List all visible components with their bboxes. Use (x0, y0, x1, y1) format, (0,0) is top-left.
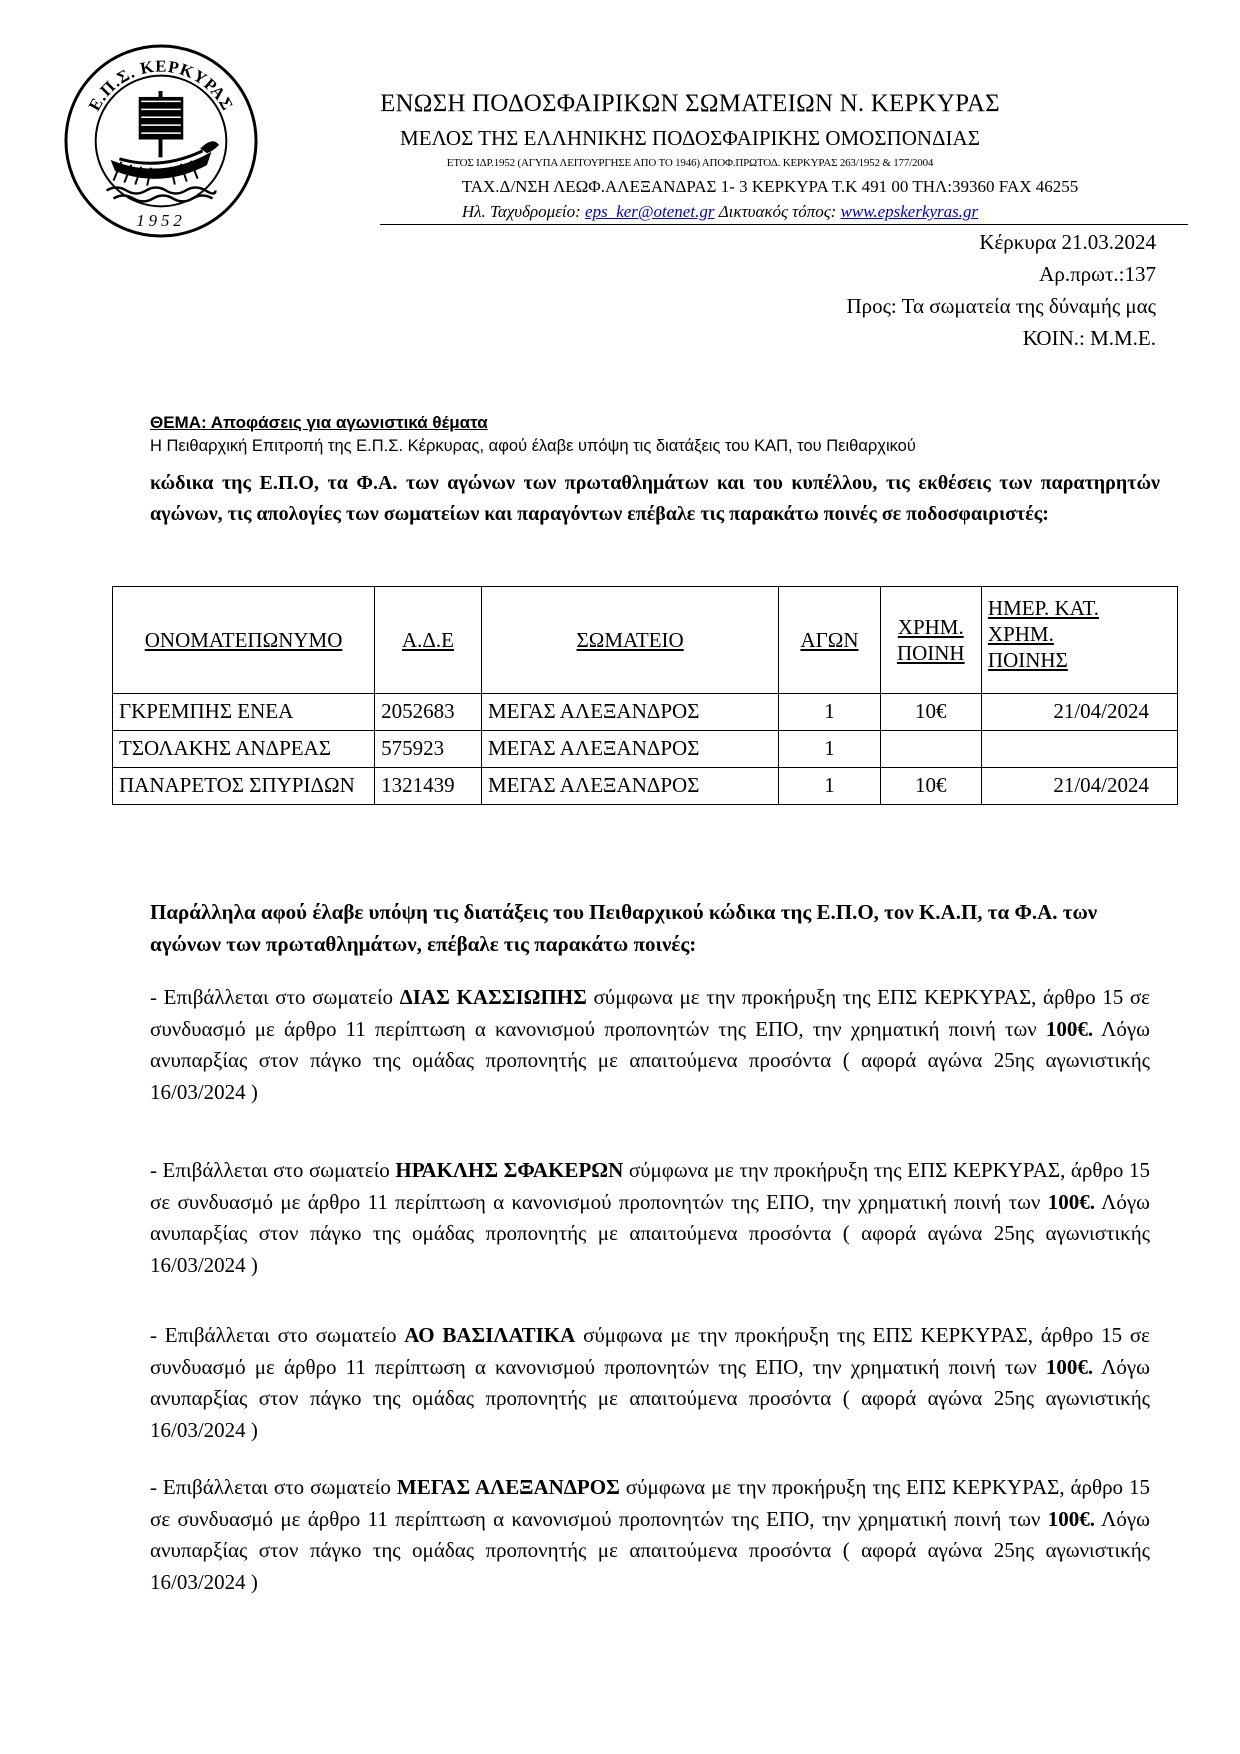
document-date: Κέρκυρα 21.03.2024 (979, 230, 1156, 254)
club-penalty-paragraph (150, 1472, 1150, 1598)
website-link[interactable]: www.epskerkyras.gr (840, 202, 979, 221)
cell-club: ΜΕΓΑΣ ΑΛΕΞΑΝΔΡΟΣ (481, 768, 778, 805)
table-header-row (113, 587, 1178, 694)
player-penalties-table (112, 586, 1178, 805)
federation-seal-logo (62, 42, 260, 240)
postal-address: ΤΑΧ.Δ/ΝΣΗ ΛΕΩΦ.ΑΛΕΞΑΝΔΡΑΣ 1- 3 ΚΕΡΚΥΡΑ Τ.Κ 491 00 ΤΗΛ:39360 FAX 46255 (461, 177, 1079, 196)
penalty-text: σύμφωνα με την προκήρυξη της ΕΠΣ ΚΕΡΚΥΡΑΣ, άρθρο 15 σε συνδυασμό με άρθρο 11 περίπτωση α κανονισμού προπονητών της ΕΠΟ, την χρηματική ποινή των (150, 1475, 1150, 1531)
header-divider (380, 224, 1188, 225)
email-label: Ηλ. Ταχυδρομείο: (461, 202, 581, 221)
club-penalties-intro: Παράλληλα αφού έλαβε υπόψη τις διατάξεις του Πειθαρχικού κώδικα της Ε.Π.Ο, τον Κ.Α.Π, τα Φ.Α. των αγώνων των πρωταθλημάτων, επέβαλε τις παρακάτω ποινές: (150, 900, 1098, 956)
fine-header-line2: ΠΟΙΝΗ (896, 641, 965, 665)
web-label: Δικτυακός τόπος: (718, 202, 837, 221)
penalty-club-name: ΔΙΑΣ ΚΑΣΣΙΩΠΗΣ (399, 985, 587, 1009)
penalty-prefix: - Επιβάλλεται στο σωματείο (150, 1475, 397, 1499)
penalty-amount: 100€. (1047, 1506, 1095, 1531)
penalty-prefix: - Επιβάλλεται στο σωματείο (150, 1158, 396, 1182)
due-header-line3: ΠΟΙΝΗΣ (987, 648, 1068, 672)
cell-fine: 10€ (880, 768, 981, 805)
cell-games: 1 (779, 731, 880, 768)
due-header-line2: ΧΡΗΜ. (987, 622, 1054, 646)
penalty-amount: 100€. (1045, 1016, 1094, 1041)
cell-due-date (981, 731, 1177, 768)
subject-heading: ΘΕΜΑ: Αποφάσεις για αγωνιστικά θέματα (150, 413, 488, 432)
club-penalty-paragraph (150, 982, 1150, 1108)
seal-arc-text: Ε.Π.Σ. ΚΕΡΚΥΡΑΣ (84, 56, 238, 115)
cell-name: ΤΣΟΛΑΚΗΣ ΑΝΔΡΕΑΣ (113, 731, 375, 768)
penalty-reason: Λόγω ανυπαρξίας στον πάγκο της ομάδας προπονητής με απαιτούμενα προσόντα ( αφορά αγώνα 25ης αγωνιστικής 16/03/2024 ) (150, 1506, 1150, 1594)
column-header-games: ΑΓΩΝ (779, 587, 880, 694)
penalty-reason: Λόγω ανυπαρξίας στον πάγκο της ομάδας προπονητής με απαιτούμενα προσόντα ( αφορά αγώνα 25ης αγωνιστικής 16/03/2024 ) (150, 1016, 1150, 1104)
table-row (113, 694, 1178, 731)
column-header-due-date (981, 587, 1177, 694)
column-header-fine (880, 587, 981, 694)
penalty-reason: Λόγω ανυπαρξίας στον πάγκο της ομάδας προπονητής με απαιτούμενα προσόντα ( αφορά αγώνα 25ης αγωνιστικής 16/03/2024 ) (150, 1189, 1150, 1277)
cell-club: ΜΕΓΑΣ ΑΛΕΞΑΝΔΡΟΣ (481, 694, 778, 731)
organization-subtitle: ΜΕΛΟΣ ΤΗΣ ΕΛΛΗΝΙΚΗΣ ΠΟΔΟΣΦΑΙΡΙΚΗΣ ΟΜΟΣΠΟΝΔΙΑΣ (400, 126, 980, 150)
penalty-reason: Λόγω ανυπαρξίας στον πάγκο της ομάδας προπονητής με απαιτούμενα προσόντα ( αφορά αγώνα 25ης αγωνιστικής 16/03/2024 ) (150, 1354, 1150, 1442)
penalty-club-name: ΑΟ ΒΑΣΙΛΑΤΙΚΑ (404, 1323, 576, 1347)
club-penalty-paragraph (150, 1320, 1150, 1446)
penalty-amount: 100€. (1047, 1189, 1095, 1214)
copy-recipient-line: ΚΟΙΝ.: Μ.Μ.Ε. (1022, 326, 1156, 350)
cell-ade: 1321439 (375, 768, 482, 805)
cell-games: 1 (779, 768, 880, 805)
cell-name: ΠΑΝΑΡΕΤΟΣ ΣΠΥΡΙΔΩΝ (113, 768, 375, 805)
cell-fine: 10€ (880, 694, 981, 731)
column-header-ade: Α.Δ.Ε (375, 587, 482, 694)
organization-name: ΕΝΩΣΗ ΠΟΔΟΣΦΑΙΡΙΚΩΝ ΣΩΜΑΤΕΙΩΝ Ν. ΚΕΡΚΥΡΑΣ (380, 90, 1000, 117)
penalty-prefix: - Επιβάλλεται στο σωματείο (150, 985, 400, 1009)
penalty-amount: 100€. (1045, 1354, 1094, 1379)
penalty-text: σύμφωνα με την προκήρυξη της ΕΠΣ ΚΕΡΚΥΡΑΣ, άρθρο 15 σε συνδυασμό με άρθρο 11 περίπτωση α κανονισμού προπονητών της ΕΠΟ, την χρηματική ποινή των (150, 1323, 1151, 1379)
cell-name: ΓΚΡΕΜΠΗΣ ΕΝΕΑ (113, 694, 375, 731)
recipient-line: Προς: Τα σωματεία της δύναμής μας (846, 294, 1156, 318)
penalty-text: σύμφωνα με την προκήρυξη της ΕΠΣ ΚΕΡΚΥΡΑΣ, άρθρο 15 σε συνδυασμό με άρθρο 11 περίπτωση α κανονισμού προπονητών της ΕΠΟ, την χρηματική ποινή των (150, 985, 1150, 1041)
table-row (113, 731, 1178, 768)
seal-year: 1952 (136, 211, 186, 231)
due-header-line1: ΗΜΕΡ. ΚΑΤ. (987, 596, 1100, 620)
penalty-text: σύμφωνα με την προκήρυξη της ΕΠΣ ΚΕΡΚΥΡΑΣ, άρθρο 15 σε συνδυασμό με άρθρο 11 περίπτωση α κανονισμού προπονητών της ΕΠΟ, την χρηματική ποινή των (150, 1158, 1150, 1214)
registration-details: ΕΤΟΣ ΙΔΡ.1952 (ΑΓΥΠΑ ΛΕΙΤΟΥΡΓΗΣΕ ΑΠΟ ΤΟ 1946) ΑΠΟΦ.ΠΡΩΤΟΔ. ΚΕΡΚΥΡΑΣ 263/1952 & 177/2004 (446, 157, 934, 169)
cell-club: ΜΕΓΑΣ ΑΛΕΞΑΝΔΡΟΣ (481, 731, 778, 768)
ship-icon (112, 92, 219, 186)
cell-due-date: 21/04/2024 (981, 768, 1177, 805)
cell-games: 1 (779, 694, 880, 731)
cell-due-date: 21/04/2024 (981, 694, 1177, 731)
penalty-prefix: - Επιβάλλεται στο σωματείο (150, 1323, 405, 1347)
email-link[interactable]: eps_ker@otenet.gr (585, 202, 715, 221)
protocol-number: Αρ.πρωτ.:137 (1039, 262, 1156, 286)
cell-ade: 2052683 (375, 694, 482, 731)
penalty-club-name: ΗΡΑΚΛΗΣ ΣΦΑΚΕΡΩΝ (395, 1158, 624, 1182)
cell-fine (880, 731, 981, 768)
column-header-club: ΣΩΜΑΤΕΙΟ (481, 587, 778, 694)
intro-first-line: Η Πειθαρχική Επιτροπή της Ε.Π.Σ. Κέρκυρας, αφού έλαβε υπόψη τις διατάξεις του ΚΑΠ, του Πειθαρχικού (150, 437, 916, 455)
cell-ade: 575923 (375, 731, 482, 768)
table-row (113, 768, 1178, 805)
contact-line (250, 202, 1160, 222)
fine-header-line1: ΧΡΗΜ. (897, 615, 964, 639)
penalty-club-name: ΜΕΓΑΣ ΑΛΕΞΑΝΔΡΟΣ (396, 1475, 620, 1499)
column-header-name: ΟΝΟΜΑΤΕΠΩΝΥΜΟ (113, 587, 375, 694)
intro-paragraph: κώδικα της Ε.Π.Ο, τα Φ.Α. των αγώνων των πρωταθλημάτων και του κυπέλλου, τις εκθέσεις των παρατηρητών αγώνων, τις απολογίες των σωματείων και παραγόντων επέβαλε τις παρακάτω ποινές σε ποδοσφαιριστές: (150, 472, 1160, 525)
club-penalty-paragraph (150, 1155, 1150, 1281)
